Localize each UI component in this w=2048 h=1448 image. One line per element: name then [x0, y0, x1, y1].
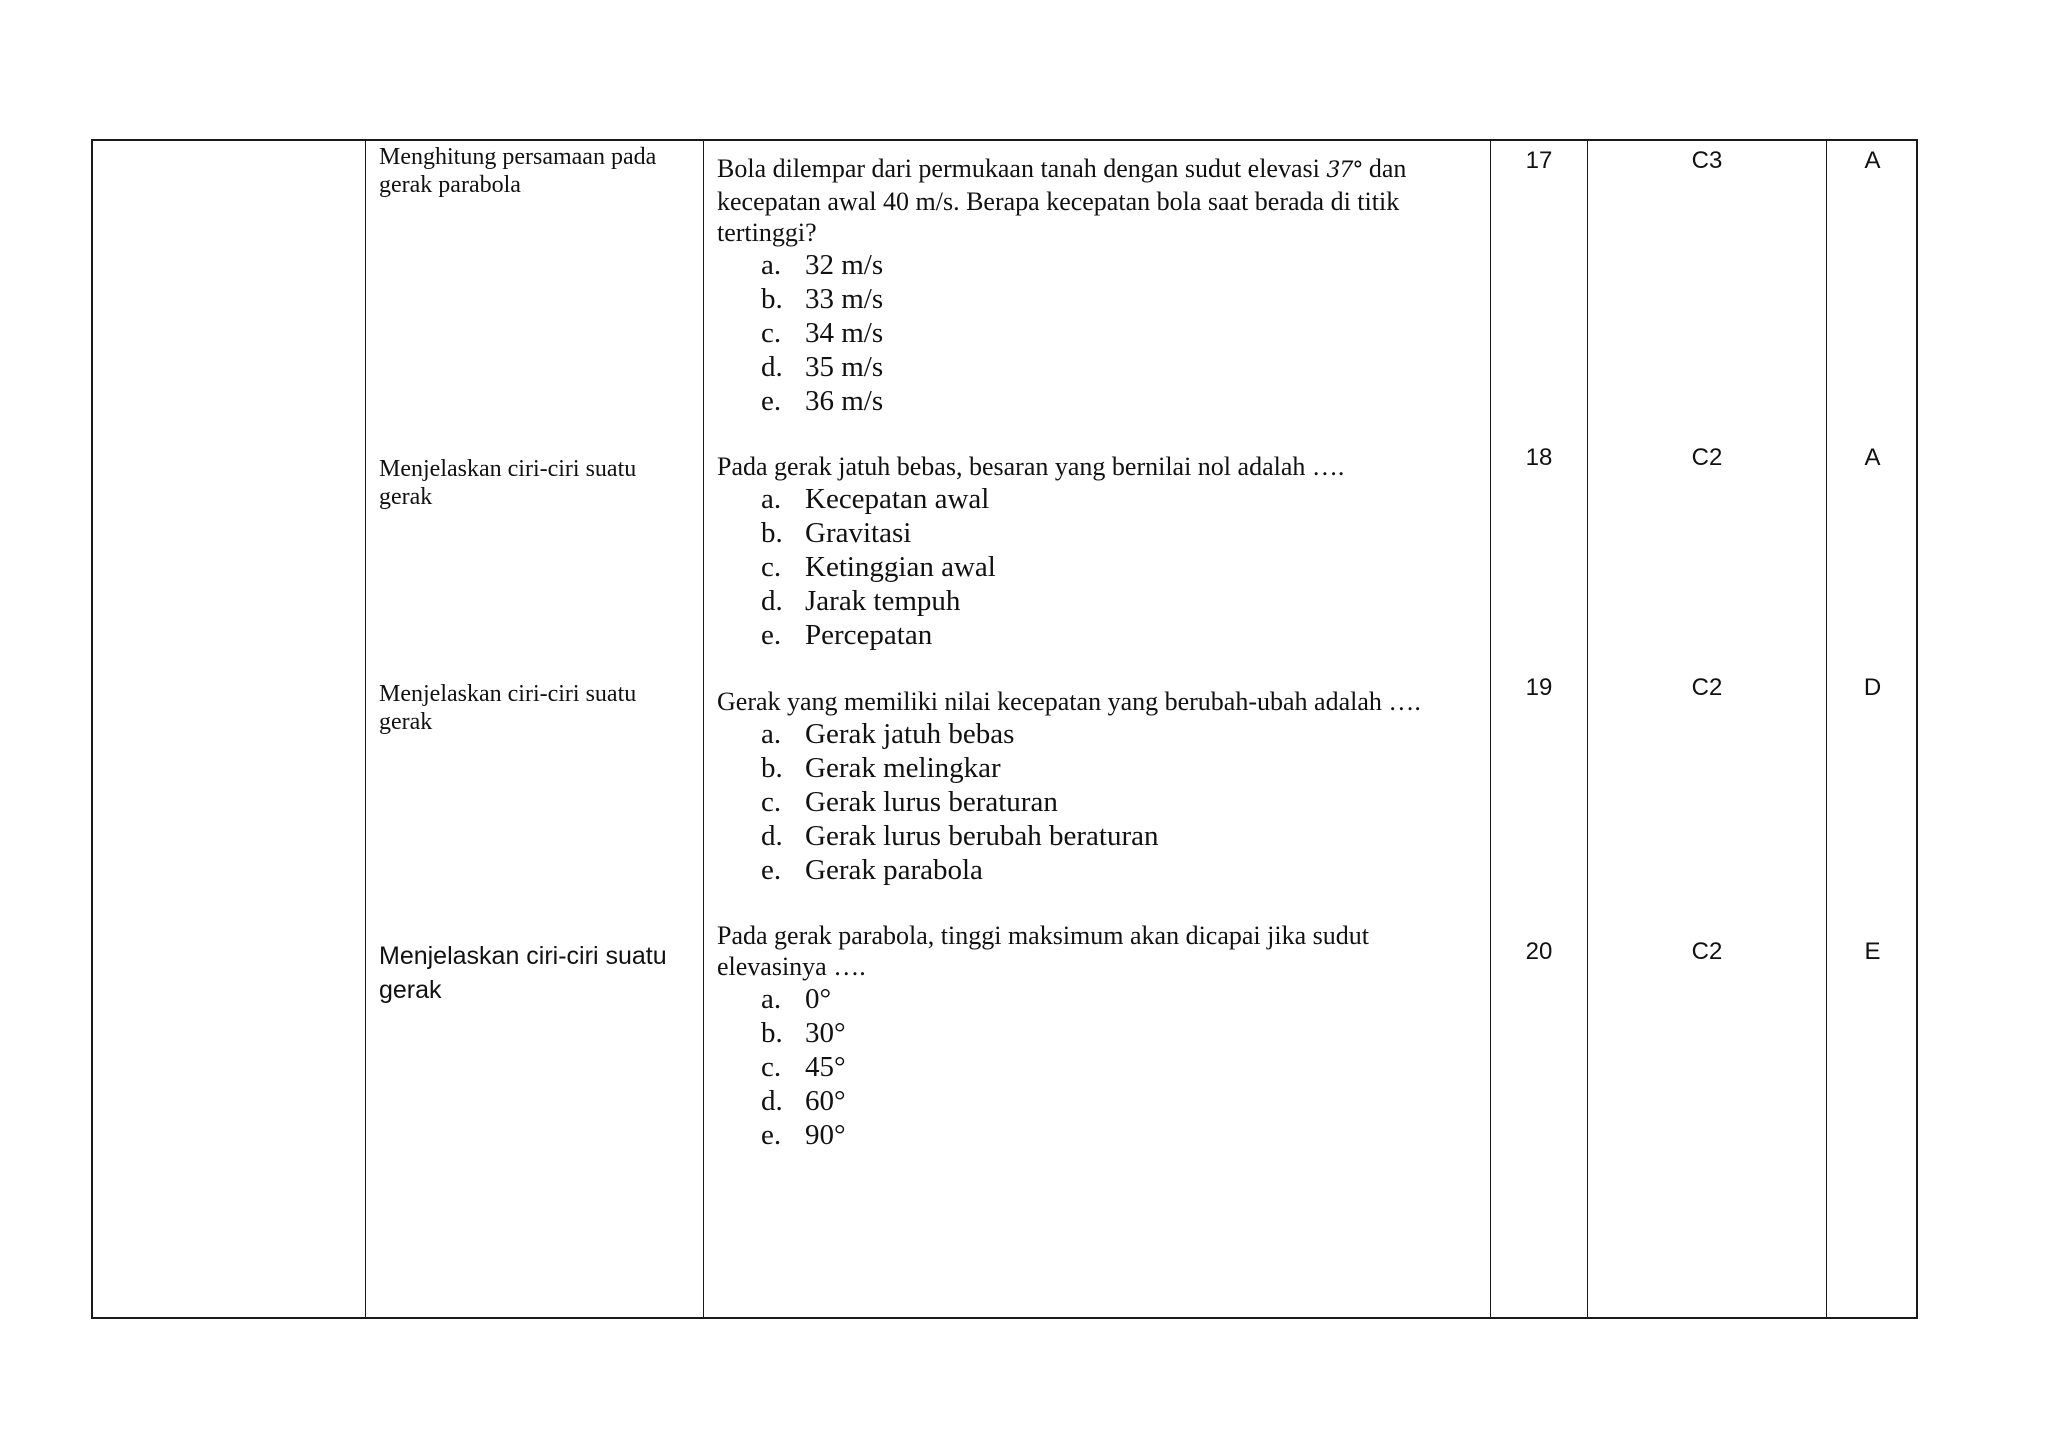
- option-letter: e.: [761, 619, 782, 651]
- answer-key: A: [1864, 444, 1881, 471]
- angle-value: 37°: [1326, 158, 1363, 183]
- option-text: 0°: [805, 983, 832, 1015]
- option-text: 33 m/s: [805, 283, 884, 315]
- answer-option: [761, 982, 1477, 1016]
- option-letter: e.: [761, 385, 782, 417]
- answer-options: [717, 482, 1477, 652]
- answer-option: [761, 785, 1477, 819]
- indicator-cell: Menjelaskan ciri-ciri suatu gerak: [379, 942, 667, 1004]
- option-letter: b.: [761, 752, 783, 784]
- answer-options: [717, 717, 1477, 887]
- answer-option: [761, 550, 1477, 584]
- answer-option: [761, 1016, 1477, 1050]
- option-text: 45°: [805, 1051, 846, 1083]
- answer-option: [761, 717, 1477, 751]
- question-number: 20: [1525, 938, 1553, 965]
- option-letter: a.: [761, 718, 782, 750]
- option-letter: c.: [761, 786, 782, 818]
- answer-key: A: [1864, 147, 1881, 174]
- option-letter: a.: [761, 483, 782, 515]
- option-text: 90°: [805, 1119, 846, 1151]
- option-letter: b.: [761, 283, 783, 315]
- option-letter: c.: [761, 317, 782, 349]
- option-letter: a.: [761, 249, 782, 281]
- indicator-cell: Menghitung persamaan pada gerak parabola: [379, 144, 657, 198]
- option-letter: d.: [761, 351, 783, 383]
- question-number: 19: [1525, 674, 1553, 701]
- answer-key: D: [1863, 674, 1882, 701]
- indicator-cell: Menjelaskan ciri-ciri suatu gerak: [379, 681, 637, 735]
- answer-option: [761, 751, 1477, 785]
- answer-option: [761, 482, 1477, 516]
- question-text: [717, 153, 1477, 248]
- column-divider: [703, 141, 704, 1317]
- question-text: Pada gerak jatuh bebas, besaran yang bernilai nol adalah ….: [717, 452, 1345, 481]
- option-text: Gerak melingkar: [805, 752, 1001, 784]
- question-cell: [717, 451, 1477, 652]
- answer-option: [761, 316, 1477, 350]
- option-text: Gerak lurus berubah beraturan: [805, 820, 1159, 852]
- answer-options: [717, 982, 1477, 1152]
- question-text-part: dan kecepatan awal 40 m/s. Berapa kecepatan bola saat berada di titik tertinggi?: [717, 154, 1407, 247]
- option-letter: e.: [761, 854, 782, 886]
- option-text: 60°: [805, 1085, 846, 1117]
- answer-option: [761, 1050, 1477, 1084]
- question-cell: [717, 153, 1477, 418]
- answer-option: [761, 584, 1477, 618]
- cognitive-level: C2: [1691, 938, 1723, 965]
- question-text: Pada gerak parabola, tinggi maksimum akan dicapai jika sudut elevasinya ….: [717, 921, 1369, 981]
- answer-option: [761, 384, 1477, 418]
- option-text: Gravitasi: [805, 517, 912, 549]
- option-text: 32 m/s: [805, 249, 884, 281]
- option-letter: a.: [761, 983, 782, 1015]
- answer-option: [761, 1084, 1477, 1118]
- column-divider: [365, 141, 366, 1317]
- cognitive-level: C2: [1691, 444, 1723, 471]
- option-text: Gerak lurus beraturan: [805, 786, 1058, 818]
- option-text: Gerak parabola: [805, 854, 983, 886]
- option-text: 36 m/s: [805, 385, 884, 417]
- answer-option: [761, 1118, 1477, 1152]
- column-divider: [1826, 141, 1827, 1317]
- option-text: Percepatan: [805, 619, 933, 651]
- option-letter: d.: [761, 585, 783, 617]
- column-divider: [1490, 141, 1491, 1317]
- answer-option: [761, 350, 1477, 384]
- question-cell: [717, 920, 1477, 1152]
- question-text-part: Bola dilempar dari permukaan tanah dengan sudut elevasi: [717, 154, 1327, 183]
- option-text: Jarak tempuh: [805, 585, 961, 617]
- column-divider: [1587, 141, 1588, 1317]
- option-letter: b.: [761, 517, 783, 549]
- answer-option: [761, 819, 1477, 853]
- option-letter: e.: [761, 1119, 782, 1151]
- answer-option: [761, 516, 1477, 550]
- answer-option: [761, 853, 1477, 887]
- cognitive-level: C2: [1691, 674, 1723, 701]
- option-text: Gerak jatuh bebas: [805, 718, 1015, 750]
- question-cell: [717, 686, 1477, 887]
- option-letter: c.: [761, 551, 782, 583]
- indicator-cell: Menjelaskan ciri-ciri suatu gerak: [379, 456, 637, 510]
- option-letter: d.: [761, 820, 783, 852]
- question-text: Gerak yang memiliki nilai kecepatan yang berubah-ubah adalah ….: [717, 687, 1421, 716]
- answer-option: [761, 248, 1477, 282]
- answer-option: [761, 618, 1477, 652]
- option-text: Ketinggian awal: [805, 551, 996, 583]
- option-letter: c.: [761, 1051, 782, 1083]
- option-text: 30°: [805, 1017, 846, 1049]
- question-grid-table: [91, 139, 1918, 1319]
- option-text: 34 m/s: [805, 317, 884, 349]
- answer-option: [761, 282, 1477, 316]
- option-text: 35 m/s: [805, 351, 884, 383]
- option-letter: d.: [761, 1085, 783, 1117]
- question-number: 17: [1525, 147, 1553, 174]
- option-text: Kecepatan awal: [805, 483, 990, 515]
- question-number: 18: [1525, 444, 1553, 471]
- cognitive-level: C3: [1691, 147, 1723, 174]
- answer-options: [717, 248, 1477, 418]
- answer-key: E: [1864, 938, 1881, 965]
- option-letter: b.: [761, 1017, 783, 1049]
